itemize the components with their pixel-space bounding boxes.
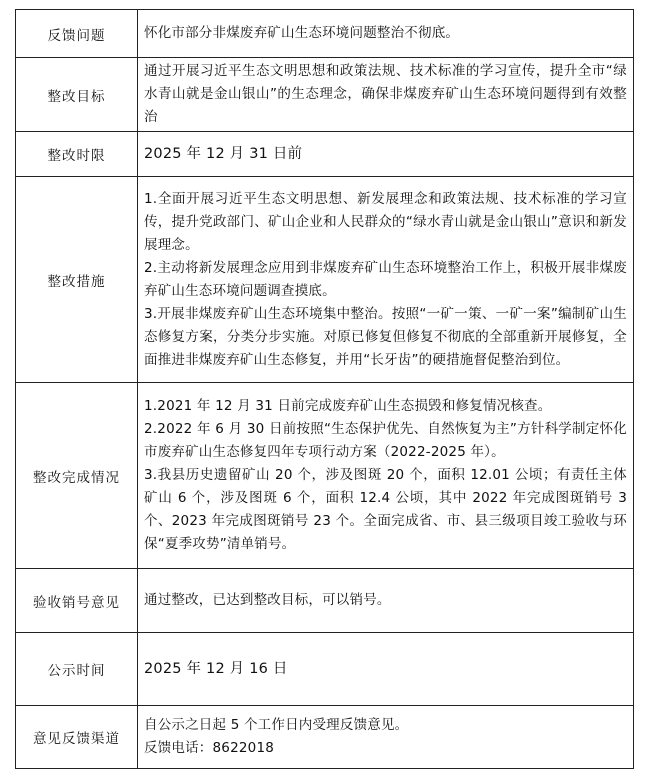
label-feedback-channel: 意见反馈渠道 [16,706,138,769]
completion-item: 1.2021 年 12 月 31 日前完成废弃矿山生态损毁和修复情况核查。 [144,398,552,414]
measure-item: 2.主动将新发展理念应用到非煤废弃矿山生态环境整治工作上，积极开展非煤废弃矿山生态环境问题调查摸底。 [144,259,627,299]
row-rectification-goal [16,58,634,132]
label-measures: 整改措施 [16,177,138,383]
content-measures [138,177,634,383]
content-acceptance [138,569,634,633]
completion-item: 3.我县历史遗留矿山 20 个，涉及图斑 20 个，面积 12.01 公顷；有责任主体矿山 6 个，涉及图斑 6 个，面积 12.4 公顷，其中 2022 年完成图斑销号 3 个、2023 年完成图斑销号 23 个。全面完成省、市、县三级项目竣工验收与环保“夏季攻势”清单销号。 [144,467,627,552]
feedback-issue-text: 怀化市部分非煤废弃矿山生态环境问题整治不彻底。 [144,25,460,41]
row-measures [16,177,634,383]
rectification-notice-table [15,9,634,769]
content-rectification-goal [138,58,634,132]
rectification-goal-text: 通过开展习近平生态文明思想和政策法规、技术标准的学习宣传，提升全市“绿水青山就是金山银山”的生态理念，确保非煤废弃矿山生态环境问题得到有效整治 [144,63,627,125]
completion-item: 2.2022 年 6 月 30 日前按照“生态保护优先、自然恢复为主”方针科学制定怀化市废弃矿山生态修复四年专项行动方案（2022-2025 年）。 [144,421,627,460]
measure-item: 1.全面开展习近平生态文明思想、新发展理念和政策法规、技术标准的学习宣传，提升党政部门、矿山企业和人民群众的“绿水青山就是金山银山”意识和新发展理念。 [144,190,627,253]
row-feedback-channel [16,706,634,769]
label-rectification-goal: 整改目标 [16,58,138,132]
row-feedback-issue [16,10,634,58]
label-deadline: 整改时限 [16,132,138,177]
publicity-time-text: 2025 年 12 月 16 日 [144,660,288,677]
row-publicity-time [16,633,634,706]
feedback-channel-text: 自公示之日起 5 个工作日内受理反馈意见。 [144,717,409,733]
deadline-text: 2025 年 12 月 31 日前 [144,145,303,162]
content-feedback-issue [138,10,634,58]
label-publicity-time: 公示时间 [16,633,138,706]
content-publicity-time [138,633,634,706]
label-completion: 整改完成情况 [16,383,138,569]
feedback-phone: 反馈电话：8622018 [144,740,275,756]
row-completion [16,383,634,569]
row-acceptance [16,569,634,633]
label-acceptance: 验收销号意见 [16,569,138,633]
label-feedback-issue: 反馈问题 [16,10,138,58]
acceptance-text: 通过整改，已达到整改目标，可以销号。 [144,592,391,608]
content-feedback-channel [138,706,634,769]
measure-item: 3.开展非煤废弃矿山生态环境集中整治。按照“一矿一策、一矿一案”编制矿山生态修复方案，分类分步实施。对原已修复但修复不彻底的全部重新开展修复，全面推进非煤废弃矿山生态修复，并用“长牙齿”的硬措施督促整治到位。 [144,305,627,368]
content-deadline [138,132,634,177]
content-completion [138,383,634,569]
row-deadline [16,132,634,177]
